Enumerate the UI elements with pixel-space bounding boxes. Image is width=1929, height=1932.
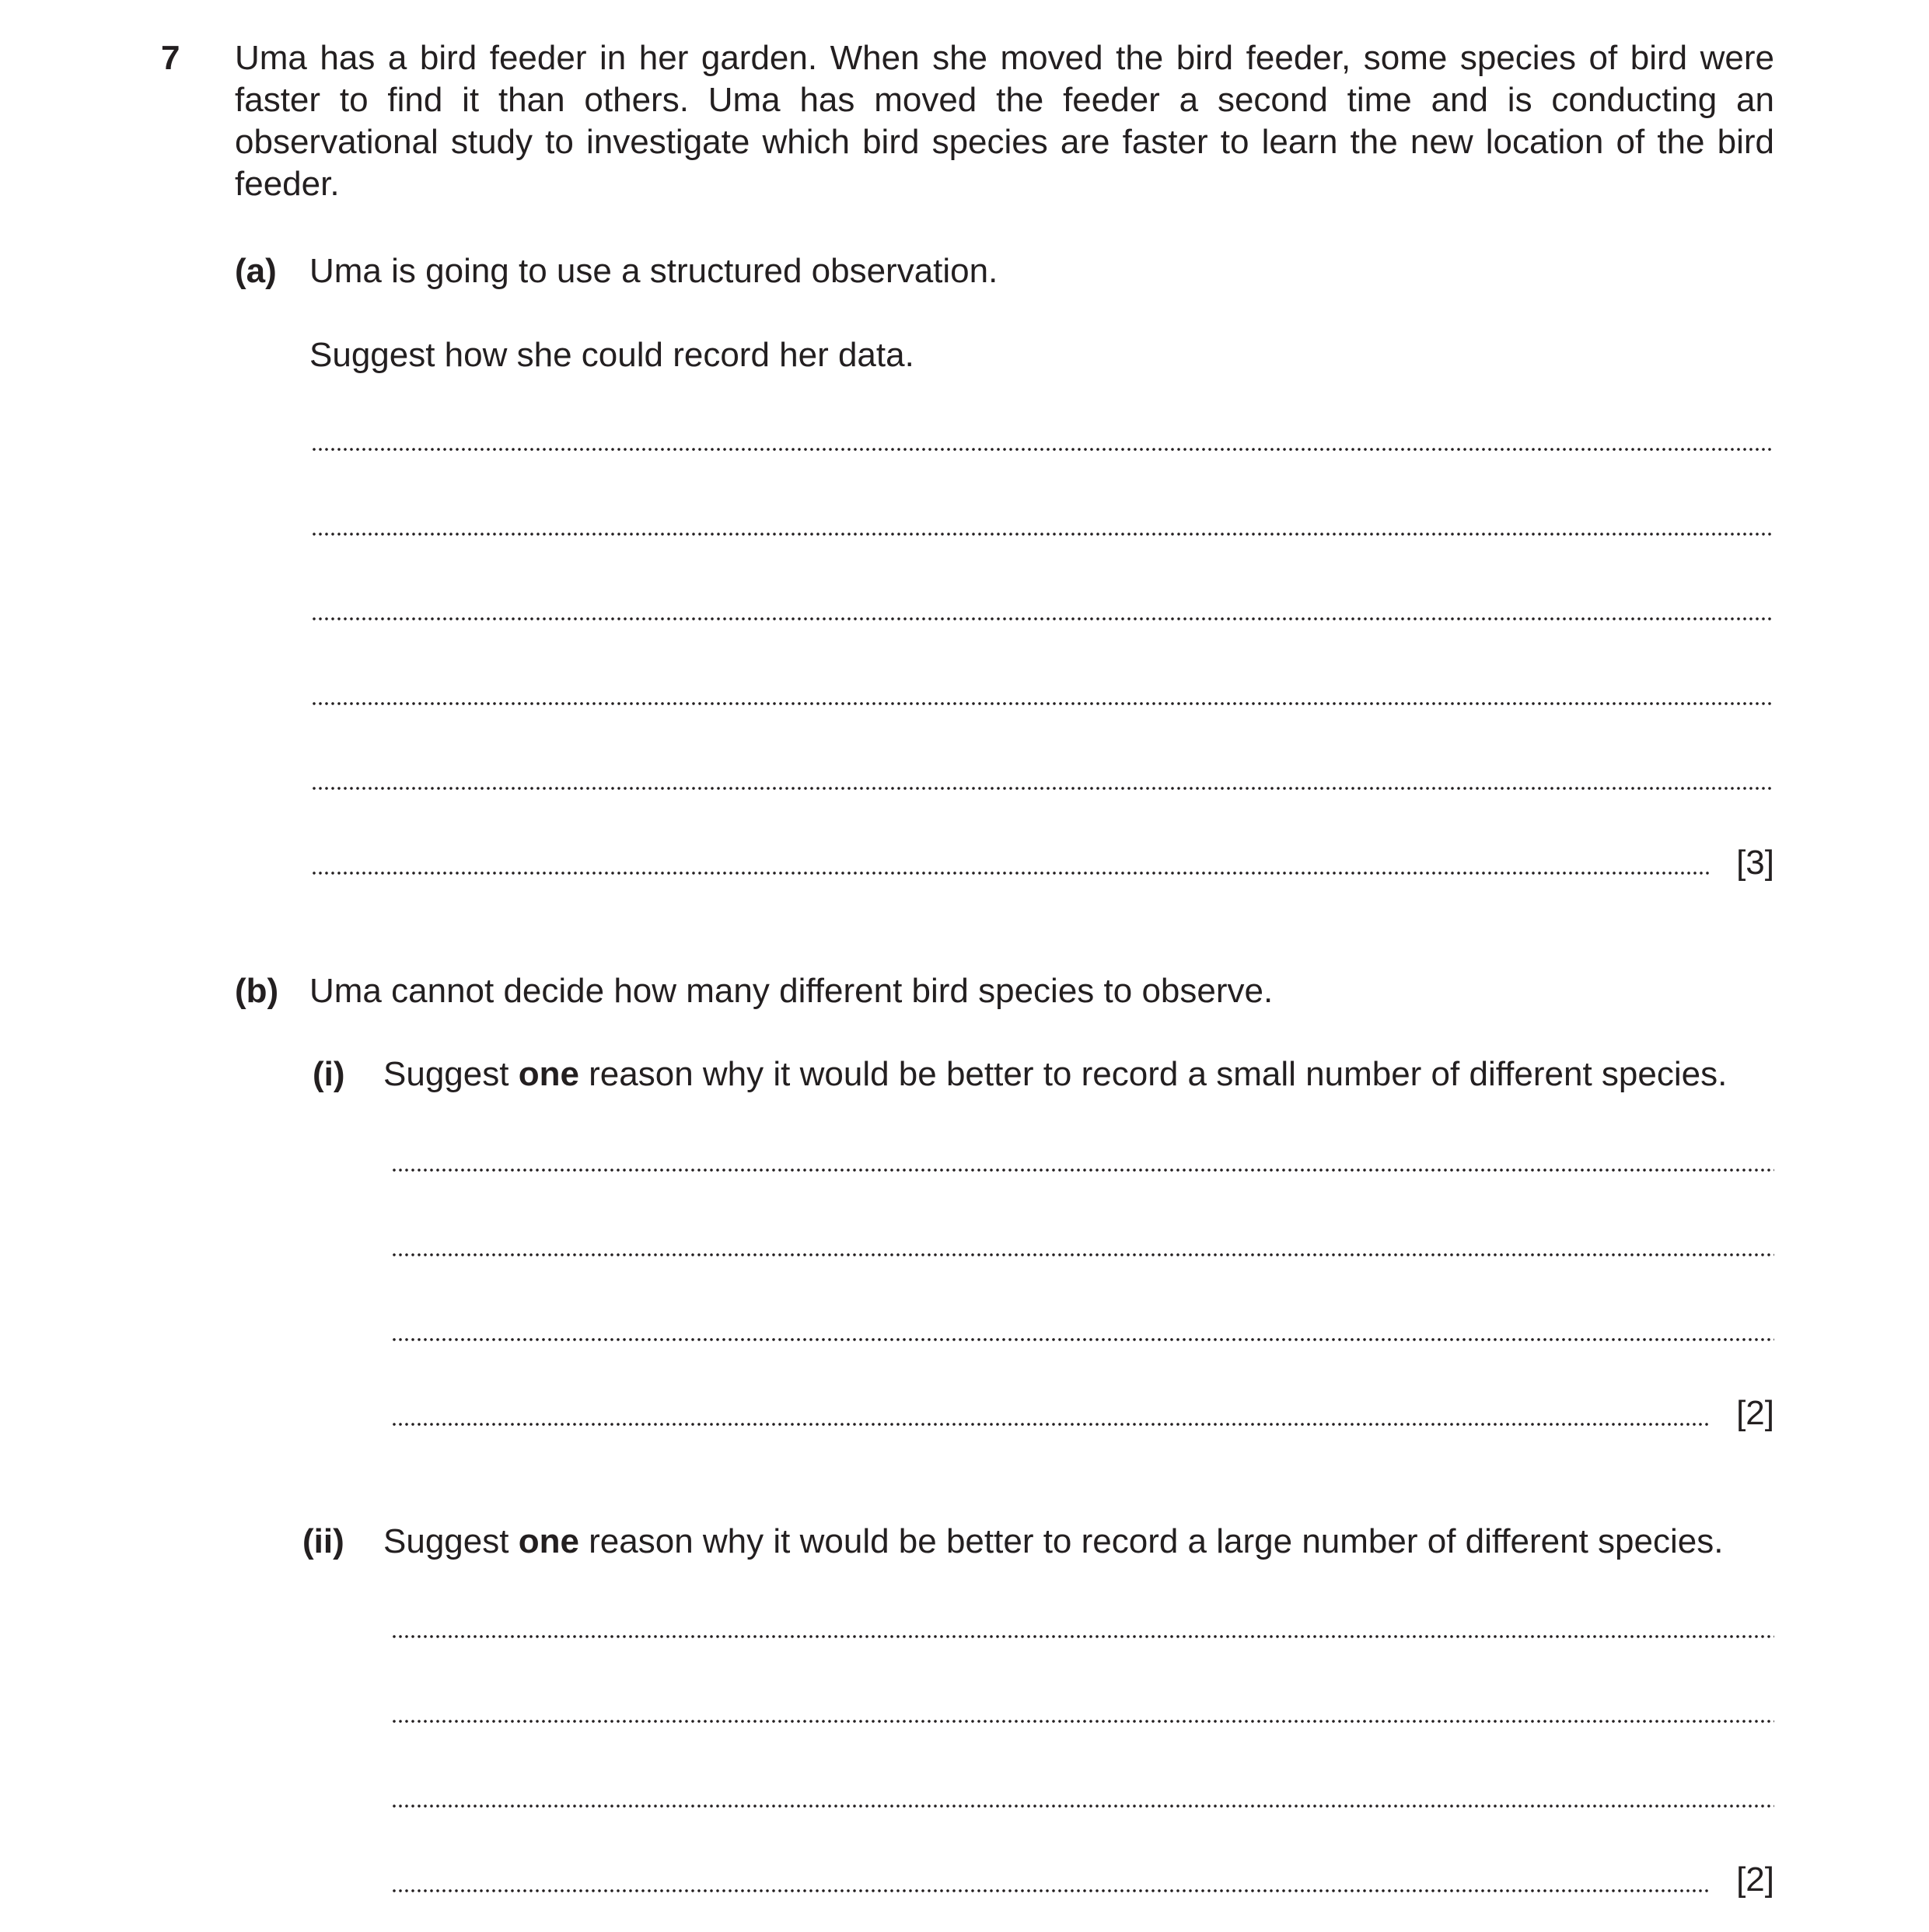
part-b-text: Uma cannot decide how many different bird species to observe. bbox=[309, 972, 1274, 1010]
answer-line-b-ii-1[interactable] bbox=[391, 1635, 1774, 1638]
part-b-i-marks: [2] bbox=[1736, 1394, 1774, 1432]
part-b-i-label: (i) bbox=[313, 1055, 345, 1093]
answer-line-b-ii-4[interactable] bbox=[391, 1889, 1709, 1892]
question-number: 7 bbox=[161, 39, 180, 77]
question-intro: Uma has a bird feeder in her garden. When she moved the bird feeder, some species of bird were faster to find it than others. Uma has moved the feeder a second time and is conducting an observational study to investigate which bird species are faster to learn the new location of the bird feeder. bbox=[235, 39, 1774, 203]
part-a-label: (a) bbox=[235, 252, 277, 290]
part-b-label: (b) bbox=[235, 972, 279, 1010]
answer-line-b-ii-3[interactable] bbox=[391, 1804, 1774, 1808]
answer-line-a-6[interactable] bbox=[311, 872, 1709, 875]
answer-line-b-i-3[interactable] bbox=[391, 1338, 1774, 1341]
answer-line-a-5[interactable] bbox=[311, 787, 1774, 790]
answer-line-b-i-1[interactable] bbox=[391, 1169, 1774, 1172]
answer-line-b-i-4[interactable] bbox=[391, 1423, 1709, 1426]
part-a-text: Uma is going to use a structured observation. bbox=[309, 252, 998, 290]
answer-line-a-2[interactable] bbox=[311, 533, 1774, 536]
part-b-i-text: Suggest one reason why it would be better to record a small number of different species. bbox=[383, 1055, 1728, 1093]
answer-line-b-ii-2[interactable] bbox=[391, 1720, 1774, 1723]
answer-line-b-i-2[interactable] bbox=[391, 1253, 1774, 1256]
part-a-prompt: Suggest how she could record her data. bbox=[309, 336, 914, 374]
part-b-ii-marks: [2] bbox=[1736, 1860, 1774, 1899]
part-b-ii-label: (ii) bbox=[302, 1522, 344, 1560]
answer-line-a-3[interactable] bbox=[311, 617, 1774, 620]
part-a-marks: [3] bbox=[1736, 844, 1774, 882]
answer-line-a-4[interactable] bbox=[311, 702, 1774, 705]
part-b-ii-text: Suggest one reason why it would be better to record a large number of different species. bbox=[383, 1522, 1724, 1560]
answer-line-a-1[interactable] bbox=[311, 448, 1774, 451]
